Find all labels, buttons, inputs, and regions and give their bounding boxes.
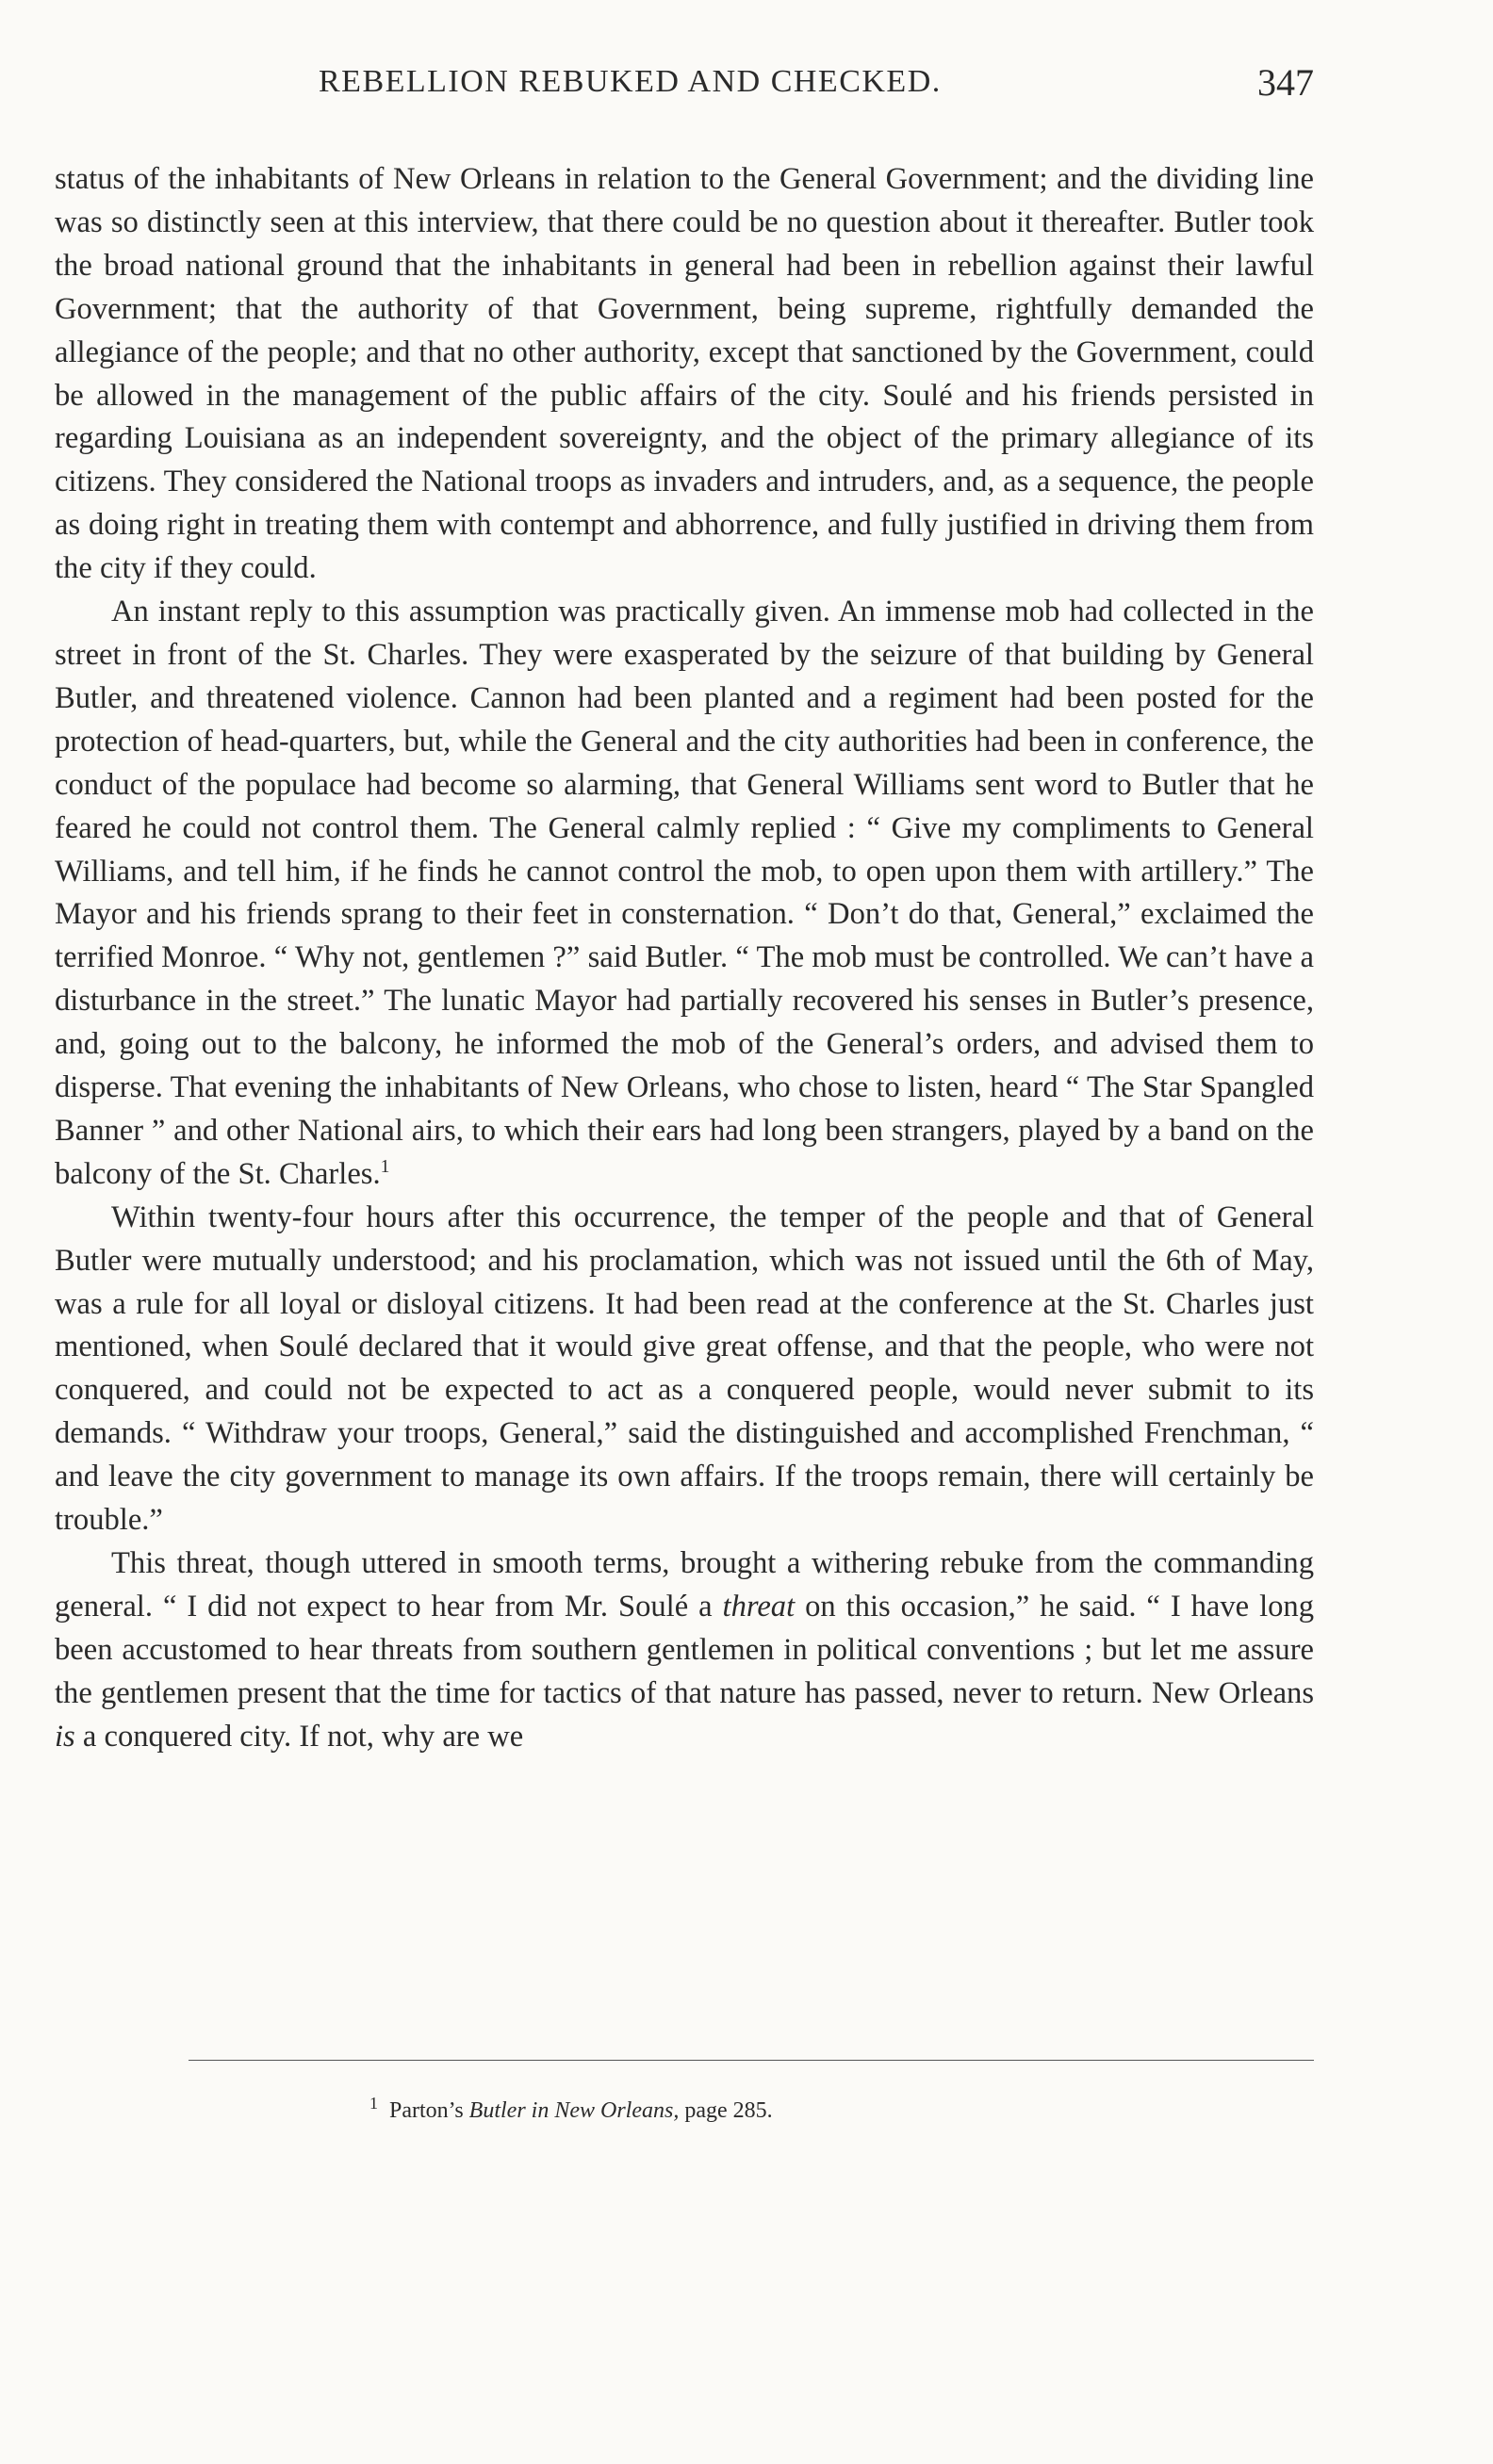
emphasis-threat: threat [722,1589,796,1624]
footnote-divider [189,2060,1314,2061]
footnote [369,2094,773,2124]
body-text [55,158,1314,1759]
footnote-title: Butler in New Orleans, [468,2098,680,2123]
paragraph-2 [55,591,1314,1197]
emphasis-is: is [55,1719,75,1754]
page-number: 347 [1257,61,1314,104]
footnote-reference: 1 [380,1156,390,1177]
footnote-marker: 1 [369,2094,378,2113]
paragraph-4 [55,1542,1314,1759]
running-title: REBELLION REBUKED AND CHECKED. [319,64,942,99]
paragraph-3: Within twenty-four hours after this occurrence, the temper of the people and that of General Butler were mutually understood; and his proclamation, which was not issued until the 6th of May, was a rule for all loyal or disloyal citizens. It had been read at the conference at the St. Charles just mentioned, when Soulé declared that it would give great offense, and that the people, who were not conquered, and could not be expected to act as a conquered people, would never submit to its demands. “ Withdraw your troops, General,” said the distinguished and accomplished Frenchman, “ and leave the city government to manage its own affairs. If the troops remain, there will certainly be trouble.” [55,1199,1314,1538]
footnote-author: Parton’s [389,2098,464,2123]
paragraph-4-part-c: a conquered city. If not, why are we [74,1719,524,1754]
paragraph-1: status of the inhabitants of New Orleans in relation to the General Government; and the dividing line was so distinctly seen at this interview, that there could be no question about it thereafter. Butler took the broad national ground that the inhabitants in general had been in rebellion against their lawful Government; that the authority of that Government, being supreme, rightfully demanded the allegiance of the people; and that no other authority, except that sanctioned by the Government, could be allowed in the management of the public affairs of the city. Soulé and his friends persisted in regarding Louisiana as an independent sovereignty, and the object of the primary allegiance of its citizens. They considered the National troops as invaders and intruders, and, as a sequence, the people as doing right in treating them with contempt and abhorrence, and fully justified in driving them from the city if they could. [55,162,1314,586]
page-header [55,58,1314,124]
paragraph-2-text: An instant reply to this assumption was practically given. An immense mob had collected in the street in front of the St. Charles. They were exasperated by the seizure of that building by General Butler, and threatened violence. Cannon had been planted and a regiment had been posted for the protection of head-quarters, but, while the General and the city authorities had been in conference, the conduct of the populace had become so alarming, that General Williams sent word to Butler that he feared he could not control them. The General calmly replied : “ Give my compliments to General Williams, and tell him, if he finds he cannot control the mob, to open upon them with artillery.” The Mayor and his friends sprang to their feet in consternation. “ Don’t do that, General,” exclaimed the terrified Monroe. “ Why not, gentlemen ?” said Butler. “ The mob must be controlled. We can’t have a disturbance in the street.” The lunatic Mayor had partially recovered his senses in Butler’s presence, and, going out to the balcony, he informed the mob of the General’s orders, and advised them to disperse. That evening the inhabitants of New Orleans, who chose to listen, heard “ The Star Spangled Banner ” and other National airs, to which their ears had long been strangers, played by a band on the balcony of the St. Charles. [55,595,1314,1191]
paragraph-4-part-b: on this occasion,” he said. “ I have long been accustomed to hear threats from southern gentlemen in political conventions ; but let me assure the gentlemen present that the time for tactics of that nature has passed, never to return. New Orleans [55,1589,1315,1710]
paragraph-4-part-a: This threat, though uttered in smooth terms, brought a withering rebuke from the commanding general. “ I did not expect to hear from Mr. Soulé a [55,1546,1314,1624]
footnote-page: page 285. [684,2098,773,2123]
